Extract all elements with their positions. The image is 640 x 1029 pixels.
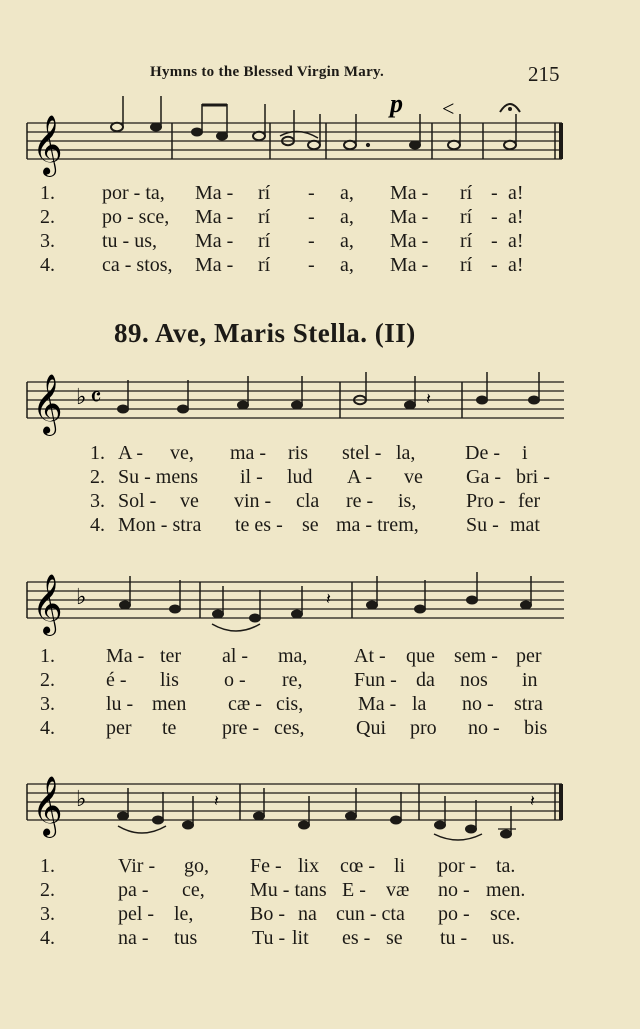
syllable: go, (184, 855, 209, 877)
verse-line (40, 230, 580, 256)
verse-number: 2. (40, 206, 55, 228)
syllable: Bo - (250, 903, 285, 925)
verse-number: 4. (90, 514, 105, 536)
syllable: a! (508, 182, 524, 204)
verse-line (40, 442, 580, 468)
syllable: fer (518, 490, 541, 512)
syllable: nos (460, 669, 488, 691)
verse-number: 2. (90, 466, 105, 488)
syllable: que (406, 645, 435, 667)
syllable: ris (288, 442, 308, 464)
syllable: men (152, 693, 187, 715)
syllable: Su - mens (118, 466, 198, 488)
syllable: rí (258, 230, 271, 252)
syllable: no - (468, 717, 500, 739)
syllable: Ma - (358, 693, 397, 715)
syllable: po - sce, (102, 206, 170, 228)
syllable: re - (346, 490, 374, 512)
staff-lines (27, 784, 562, 820)
syllable: vin - (234, 490, 272, 512)
syllable: - (491, 206, 498, 228)
syllable: ma - trem, (336, 514, 419, 536)
rest-icon: 𝄽 (214, 791, 219, 810)
syllable: rí (460, 254, 473, 276)
syllable: ve (180, 490, 199, 512)
syllable: ces, (274, 717, 305, 739)
syllable: na (298, 903, 317, 925)
verse-number: 4. (40, 254, 55, 276)
syllable: per (516, 645, 542, 667)
syllable: ca - stos, (102, 254, 173, 276)
fermata-icon (500, 104, 520, 112)
verse-line (40, 490, 580, 516)
syllable: At - (354, 645, 386, 667)
syllable: rí (460, 206, 473, 228)
verse-line (40, 903, 580, 929)
syllable: a, (340, 206, 354, 228)
verse-number: 4. (40, 927, 55, 949)
syllable: a, (340, 182, 354, 204)
syllable: a! (508, 206, 524, 228)
verse-number: 2. (40, 879, 55, 901)
syllable: se (302, 514, 319, 536)
verse-number: 2. (40, 669, 55, 691)
syllable: væ (386, 879, 410, 901)
syllable: Mon - stra (118, 514, 202, 536)
syllable: ve, (170, 442, 194, 464)
treble-clef-icon: 𝄞 (32, 574, 63, 634)
syllable: A - (347, 466, 372, 488)
syllable: sem - (454, 645, 498, 667)
syllable: no - (438, 879, 470, 901)
syllable: Sol - (118, 490, 157, 512)
syllable: li (394, 855, 406, 877)
syllable: rí (460, 182, 473, 204)
verse-number: 3. (40, 903, 55, 925)
syllable: cæ - (228, 693, 262, 715)
syllable: Ma - (195, 182, 234, 204)
rest-icon: 𝄽 (530, 791, 535, 810)
syllable: De - (465, 442, 500, 464)
syllable: lit (292, 927, 309, 949)
flat-icon: ♭ (76, 385, 87, 410)
syllable: te (162, 717, 177, 739)
syllable: in (522, 669, 538, 691)
verse-line (40, 466, 580, 492)
verse-line (40, 879, 580, 905)
notes (118, 788, 517, 840)
syllable: rí (258, 182, 271, 204)
syllable: pel - (118, 903, 155, 925)
syllable: Mu - tans (250, 879, 327, 901)
syllable: A - (118, 442, 143, 464)
syllable: se (386, 927, 403, 949)
verse-number: 1. (40, 182, 55, 204)
syllable: Ma - (390, 230, 429, 252)
common-time-icon: 𝄴 (90, 383, 102, 413)
syllable: mat (510, 514, 540, 536)
verse-number: 3. (40, 230, 55, 252)
verse-line (40, 182, 580, 208)
syllable: men. (486, 879, 526, 901)
verse-number: 3. (40, 693, 55, 715)
syllable: ter (160, 645, 182, 667)
syllable: ma - (230, 442, 267, 464)
syllable: Ma - (390, 182, 429, 204)
treble-clef-icon: 𝄞 (32, 374, 63, 434)
flat-icon: ♭ (76, 585, 87, 610)
syllable: lis (160, 669, 179, 691)
flat-icon: ♭ (76, 787, 87, 812)
syllable: pre - (222, 717, 260, 739)
staff-system-3 (22, 568, 567, 648)
syllable: po - (438, 903, 470, 925)
verse-line (40, 717, 580, 743)
syllable: Ma - (390, 254, 429, 276)
syllable: - (308, 182, 315, 204)
syllable: cla (296, 490, 320, 512)
running-title: Hymns to the Blessed Virgin Mary. (150, 64, 385, 80)
dynamic-crescendo: < (442, 96, 455, 121)
syllable: te es - (235, 514, 283, 536)
syllable: a! (508, 254, 524, 276)
syllable: - (308, 206, 315, 228)
syllable: - (491, 182, 498, 204)
syllable: Pro - (466, 490, 506, 512)
syllable: Fe - (250, 855, 282, 877)
syllable: lud (287, 466, 313, 488)
verse-number: 4. (40, 717, 55, 739)
syllable: Ga - (466, 466, 501, 488)
syllable: il - (240, 466, 263, 488)
verse-number: 1. (90, 442, 105, 464)
syllable: Ma - (195, 230, 234, 252)
syllable: tu - us, (102, 230, 157, 252)
syllable: tus (174, 927, 198, 949)
syllable: a, (340, 230, 354, 252)
syllable: rí (460, 230, 473, 252)
syllable: Ma - (390, 206, 429, 228)
verse-line (40, 254, 580, 280)
syllable: Ma - (106, 645, 145, 667)
syllable: le, (174, 903, 194, 925)
hymn-title: 89. Ave, Maris Stella. (II) (114, 318, 416, 348)
syllable: es - (342, 927, 371, 949)
syllable: pro (410, 717, 437, 739)
syllable: la (412, 693, 427, 715)
syllable: ce, (182, 879, 205, 901)
dynamic-piano: p (390, 89, 403, 118)
syllable: per (106, 717, 132, 739)
syllable: a, (340, 254, 354, 276)
syllable: i (522, 442, 528, 464)
syllable: re, (282, 669, 303, 691)
verse-line (40, 669, 580, 695)
staff-system-4 (22, 770, 567, 850)
syllable: stel - (342, 442, 382, 464)
syllable: E - (342, 879, 366, 901)
syllable: Fun - (354, 669, 397, 691)
syllable: al - (222, 645, 249, 667)
verse-line (40, 514, 580, 540)
syllable: - (308, 254, 315, 276)
verse-line (40, 645, 580, 671)
syllable: cis, (276, 693, 304, 715)
syllable: Ma - (195, 254, 234, 276)
syllable: is, (398, 490, 417, 512)
syllable: cœ - (340, 855, 375, 877)
syllable: é - (106, 669, 127, 691)
syllable: Qui (356, 717, 386, 739)
syllable: cun - cta (336, 903, 405, 925)
verse-number: 1. (40, 645, 55, 667)
syllable: a! (508, 230, 524, 252)
syllable: - (491, 230, 498, 252)
staff-system-2 (22, 368, 567, 443)
treble-clef-icon: 𝄞 (32, 115, 63, 175)
syllable: na - (118, 927, 149, 949)
page-header (0, 62, 640, 86)
syllable: stra (514, 693, 543, 715)
syllable: lix (298, 855, 320, 877)
syllable: Ma - (195, 206, 234, 228)
syllable: - (491, 254, 498, 276)
rest-icon: 𝄽 (326, 589, 331, 608)
syllable: us. (492, 927, 515, 949)
syllable: ma, (278, 645, 308, 667)
syllable: por - (438, 855, 477, 877)
syllable: pa - (118, 879, 149, 901)
syllable: da (416, 669, 435, 691)
staff-system-1 (22, 88, 567, 178)
verse-line (40, 693, 580, 719)
syllable: la, (396, 442, 416, 464)
syllable: Su - (466, 514, 499, 536)
syllable: rí (258, 206, 271, 228)
syllable: no - (462, 693, 494, 715)
syllable: bri - (516, 466, 550, 488)
rest-icon: 𝄽 (426, 389, 431, 408)
treble-clef-icon: 𝄞 (32, 776, 63, 836)
verse-line (40, 206, 580, 232)
syllable: ve (404, 466, 423, 488)
syllable: rí (258, 254, 271, 276)
notes (118, 372, 540, 413)
page-number: 215 (528, 62, 560, 86)
syllable: - (308, 230, 315, 252)
syllable: ta. (496, 855, 516, 877)
syllable: sce. (490, 903, 521, 925)
syllable: o - (224, 669, 246, 691)
syllable: tu - (440, 927, 468, 949)
verse-line (40, 927, 580, 953)
syllable: lu - (106, 693, 134, 715)
syllable: Vir - (118, 855, 156, 877)
verse-number: 1. (40, 855, 55, 877)
verse-number: 3. (90, 490, 105, 512)
syllable: bis (524, 717, 548, 739)
verse-line (40, 855, 580, 881)
syllable: Tu - (252, 927, 286, 949)
syllable: por - ta, (102, 182, 165, 204)
